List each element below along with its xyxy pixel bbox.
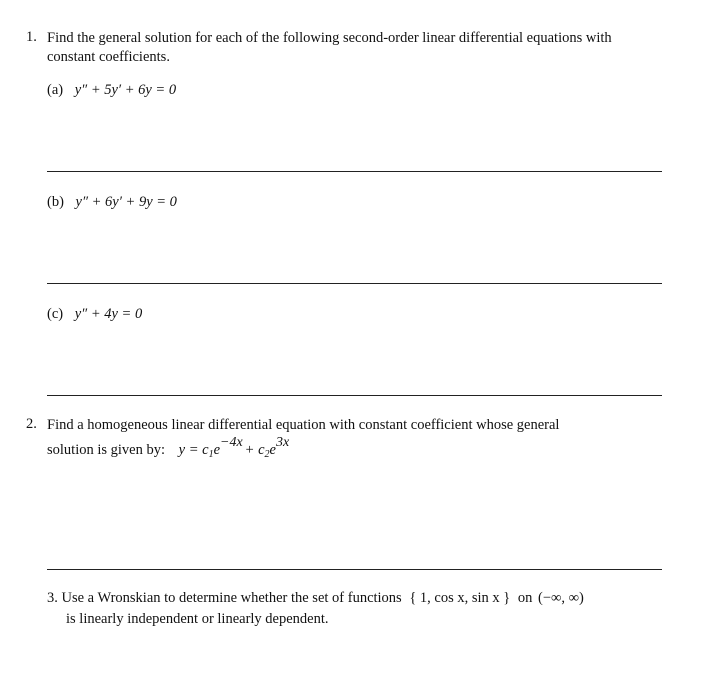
question-2-prefix: solution is given by: xyxy=(47,442,166,458)
part-b xyxy=(47,193,177,211)
on-word: on xyxy=(517,590,533,606)
part-a xyxy=(47,81,176,99)
solution-e-2: e xyxy=(269,442,276,458)
solution-sub-1: 1 xyxy=(208,449,214,460)
question-2-text-line-1: Find a homogeneous linear differential equation with constant coefficient whose general xyxy=(47,417,560,433)
part-b-equation: y″ + 6y′ + 9y = 0 xyxy=(75,194,177,210)
question-3-prefix: Use a Wronskian to determine whether the set of functions xyxy=(61,590,402,606)
question-3-text-line-1 xyxy=(47,589,584,607)
question-3-text-line-2: is linearly independent or linearly dependent. xyxy=(66,611,329,627)
question-3-number: 3. xyxy=(47,590,58,606)
part-b-label: (b) xyxy=(47,194,64,210)
part-c xyxy=(47,305,142,323)
answer-line-b xyxy=(47,283,662,284)
question-2-number: 2. xyxy=(26,416,37,432)
question-1-text-line-1: Find the general solution for each of the following second-order linear differential equations with xyxy=(47,30,612,46)
answer-line-a xyxy=(47,171,662,172)
solution-sub-2: 2 xyxy=(264,449,270,460)
solution-lhs: y = c xyxy=(178,442,209,458)
function-set: { 1, cos x, sin x } xyxy=(409,590,511,606)
solution-exp-1: −4x xyxy=(220,435,243,450)
part-a-equation: y″ + 5y′ + 6y = 0 xyxy=(74,82,177,98)
answer-line-q2 xyxy=(47,569,662,570)
interval: (−∞, ∞) xyxy=(538,590,584,606)
question-1-number: 1. xyxy=(26,29,37,45)
solution-plus: + c xyxy=(244,442,265,458)
part-c-label: (c) xyxy=(47,306,64,322)
question-1-text-line-2: constant coefficients. xyxy=(47,49,170,65)
part-c-equation: y″ + 4y = 0 xyxy=(74,306,143,322)
question-2-text-line-2 xyxy=(47,435,290,461)
solution-exp-2: 3x xyxy=(275,435,290,450)
answer-line-c xyxy=(47,395,662,396)
solution-e-1: e xyxy=(213,442,220,458)
part-a-label: (a) xyxy=(47,82,64,98)
general-solution-expression xyxy=(178,435,290,460)
